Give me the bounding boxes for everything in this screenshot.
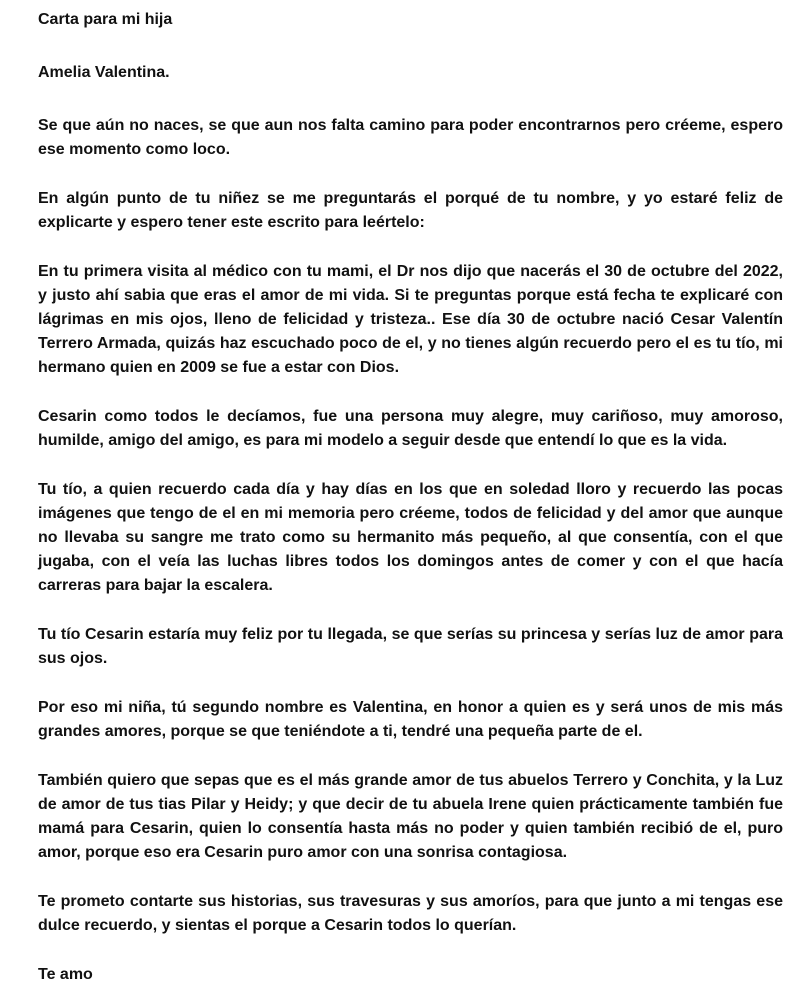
letter-paragraph-5: Tu tío, a quien recuerdo cada día y hay días en los que en soledad lloro y recuerdo las pocas imágenes que tengo de el en mi memoria pero créeme, todos de felicidad y del amor que aunque no llevaba su sangre me trato como su hermanito más pequeño, al que consentía, con el que jugaba, con el veía las luchas libres todos los domingos antes de comer y con el que hacía carreras para bajar la escalera.	[38, 481, 783, 594]
letter-paragraph-1: Se que aún no naces, se que aun nos falta camino para poder encontrarnos pero créeme, espero ese momento como loco.	[38, 117, 783, 158]
letter-paragraph-9: Te prometo contarte sus historias, sus travesuras y sus amoríos, para que junto a mi tengas ese dulce recuerdo, y sientas el porque a Cesarin todos lo querían.	[38, 893, 783, 934]
letter-closing: Te amo	[38, 966, 93, 983]
letter-paragraph-6: Tu tío Cesarin estaría muy feliz por tu llegada, se que serías su princesa y serías luz de amor para sus ojos.	[38, 626, 783, 667]
letter-salutation: Amelia Valentina.	[38, 64, 170, 81]
letter-title: Carta para mi hija	[38, 11, 173, 28]
letter-paragraph-8: También quiero que sepas que es el más grande amor de tus abuelos Terrero y Conchita, y la Luz de amor de tus tias Pilar y Heidy; y que decir de tu abuela Irene quien prácticamente también fue mamá para Cesarin, quien lo consentía hasta más no poder y quien también recibió de el, puro amor, porque eso era Cesarin puro amor con una sonrisa contagiosa.	[38, 772, 783, 861]
letter-paragraph-2: En algún punto de tu niñez se me preguntarás el porqué de tu nombre, y yo estaré feliz de explicarte y espero tener este escrito para leértelo:	[38, 190, 783, 231]
letter-paragraph-4: Cesarin como todos le decíamos, fue una persona muy alegre, muy cariñoso, muy amoroso, humilde, amigo del amigo, es para mi modelo a seguir desde que entendí lo que es la vida.	[38, 408, 783, 449]
letter-paragraph-7: Por eso mi niña, tú segundo nombre es Valentina, en honor a quien es y será unos de mis más grandes amores, porque se que teniéndote a ti, tendré una pequeña parte de el.	[38, 699, 783, 740]
letter-paragraph-3: En tu primera visita al médico con tu mami, el Dr nos dijo que nacerás el 30 de octubre del 2022, y justo ahí sabia que eras el amor de mi vida. Si te preguntas porque está fecha te explicaré con lágrimas en mis ojos, lleno de felicidad y tristeza.. Ese día 30 de octubre nació Cesar Valentín Terrero Armada, quizás haz escuchado poco de el, y no tienes algún recuerdo pero el es tu tío, mi hermano quien en 2009 se fue a estar con Dios.	[38, 263, 783, 376]
